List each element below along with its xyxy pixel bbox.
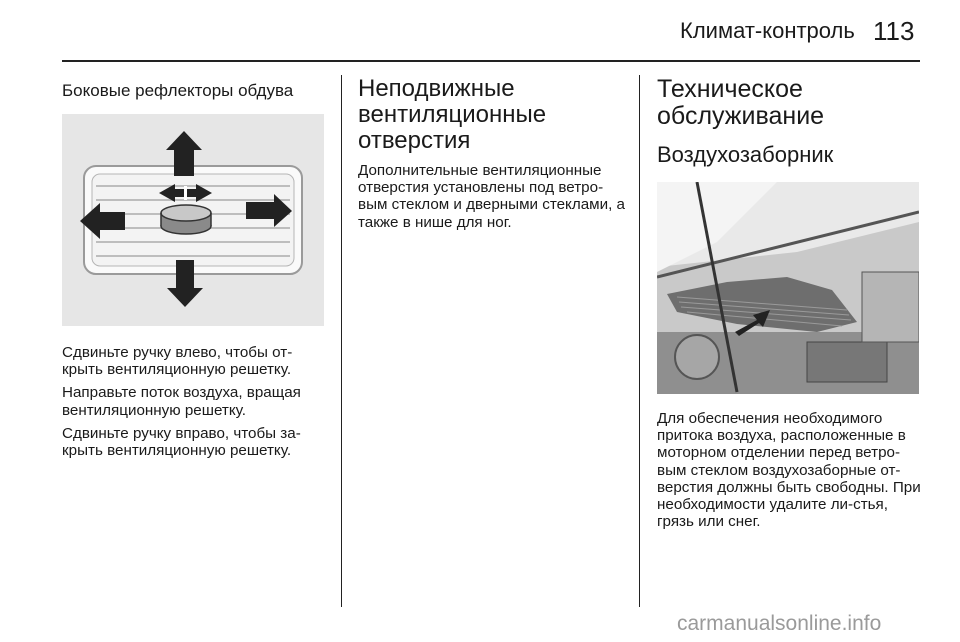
side-vents-heading: Боковые рефлекторы обдува (62, 81, 294, 100)
paragraph-close-vent: Сдвиньте ручку вправо, чтобы за-крыть вентиляционную решетку. (62, 424, 301, 460)
fixed-vents-paragraph: Дополнительные вентиляционные отверстия установлены под ветро-вым стеклом и дверными стеклами, а также в нише для ног. (358, 162, 625, 231)
side-vent-illustration (62, 114, 324, 326)
fixed-vents-heading: Неподвижные вентиляционные отверстия (358, 75, 547, 154)
middle-column (358, 76, 626, 231)
header-title: Климат-контроль (680, 18, 855, 43)
air-intake-paragraph: Для обеспечения необходимого притока воздуха, расположенные в моторном отделении перед ветро-вым стеклом воздухозаборные от-верстия должны быть свободны. При необходимости удалите ли-стья, грязь или снег. (657, 410, 921, 531)
paragraph-direct-airflow: Направьте поток воздуха, вращая вентиляционную решетку. (62, 384, 301, 419)
column-divider-2 (639, 75, 640, 607)
column-divider-1 (341, 75, 342, 607)
air-intake-heading: Воздухозаборник (657, 142, 834, 167)
right-column (657, 76, 922, 530)
air-intake-photo (657, 182, 919, 394)
maintenance-heading: Техническое обслуживание (657, 75, 825, 130)
paragraph-open-vent: Сдвиньте ручку влево, чтобы от-крыть вентиляционную решетку. (62, 344, 293, 379)
watermark: carmanualsonline.info (677, 612, 882, 635)
page-number: 113 (873, 16, 915, 46)
vent-diagram (62, 114, 324, 326)
header-rule (62, 60, 920, 62)
engine-bay-illustration (657, 182, 919, 394)
left-column (62, 80, 324, 459)
